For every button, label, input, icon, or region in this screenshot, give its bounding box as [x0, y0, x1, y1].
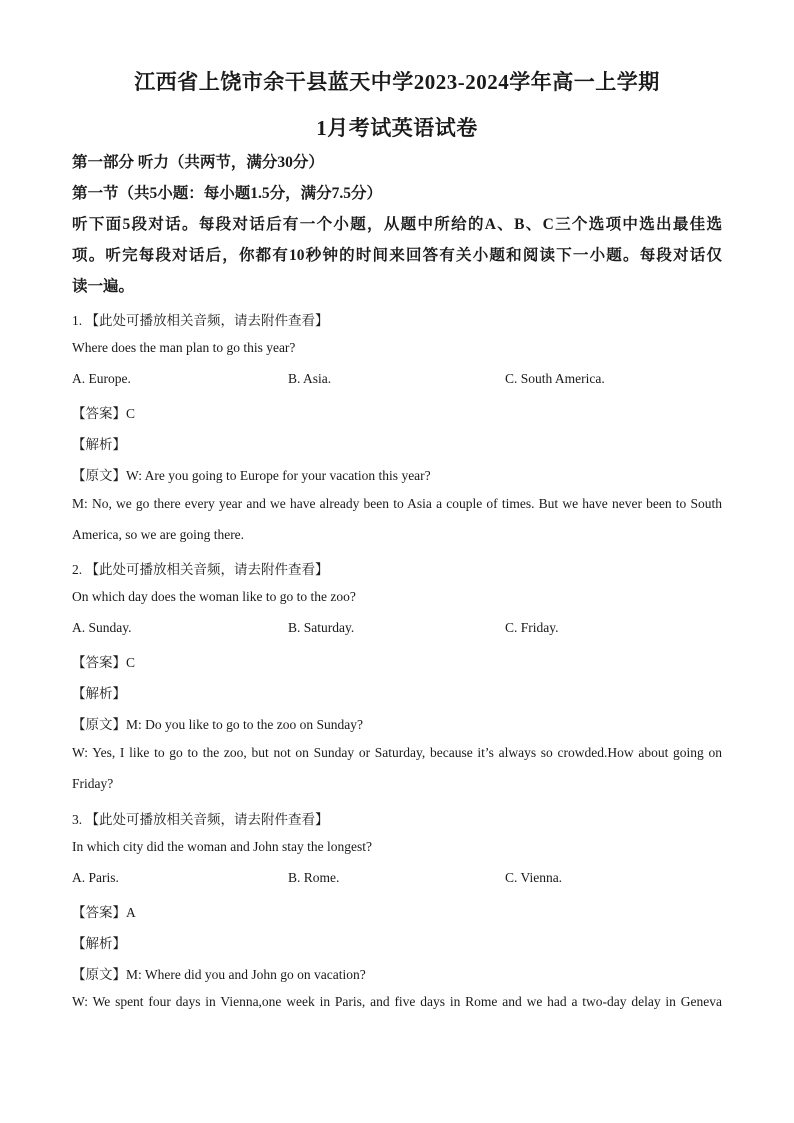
- question-2-transcript-1: 【原文】M: Do you like to go to the zoo on Sunday?: [72, 717, 363, 732]
- question-3-option-c: C. Vienna.: [505, 870, 563, 885]
- question-1-analysis: 【解析】: [72, 437, 126, 452]
- instructions-line-1: 听下面5段对话。每段对话后有一个小题，从题中所给的A、B、C三个选项中选出最佳选: [72, 216, 722, 233]
- exam-title-line2: 1月考试英语试卷: [316, 116, 478, 140]
- question-3-text: In which city did the woman and John stay the longest?: [72, 839, 372, 854]
- question-2-text: On which day does the woman like to go to the zoo?: [72, 589, 356, 604]
- part-heading: 第一部分 听力（共两节，满分30分）: [72, 154, 324, 171]
- question-1-answer: 【答案】C: [72, 406, 136, 421]
- question-2-analysis: 【解析】: [72, 686, 126, 701]
- question-1-option-c: C. South America.: [505, 371, 605, 386]
- question-2-option-c: C. Friday.: [505, 620, 559, 635]
- question-2-option-a: A. Sunday.: [72, 620, 132, 635]
- question-2-transcript-3: Friday?: [72, 776, 114, 791]
- question-3-analysis: 【解析】: [72, 936, 126, 951]
- question-3-option-a: A. Paris.: [72, 870, 119, 885]
- question-3-transcript-2: W: We spent four days in Vienna,one week in Paris, and five days in Rome and we had a two-day delay in Geneva: [72, 994, 722, 1009]
- question-2-transcript-2: W: Yes, I like to go to the zoo, but not on Sunday or Saturday, because it’s always so crowded.How about going on: [72, 745, 722, 760]
- instructions-line-2: 项。听完每段对话后，你都有10秒钟的时间来回答有关小题和阅读下一小题。每段对话仅: [72, 247, 722, 264]
- question-1-text: Where does the man plan to go this year?: [72, 340, 296, 355]
- question-3-transcript-1: 【原文】M: Where did you and John go on vacation?: [72, 967, 366, 982]
- question-3-option-b: B. Rome.: [288, 870, 340, 885]
- instructions-line-3: 读一遍。: [72, 278, 135, 295]
- question-1-transcript-1: 【原文】W: Are you going to Europe for your vacation this year?: [72, 468, 431, 483]
- question-2-answer: 【答案】C: [72, 655, 136, 670]
- question-1-option-b: B. Asia.: [288, 371, 332, 386]
- question-3-header: 3. 【此处可播放相关音频，请去附件查看】: [72, 812, 329, 827]
- exam-title-line1: 江西省上饶市余干县蓝天中学2023-2024学年高一上学期: [134, 70, 660, 94]
- question-1-header: 1. 【此处可播放相关音频，请去附件查看】: [72, 313, 329, 328]
- question-2-header: 2. 【此处可播放相关音频，请去附件查看】: [72, 562, 329, 577]
- question-1-option-a: A. Europe.: [72, 371, 131, 386]
- question-2-option-b: B. Saturday.: [288, 620, 355, 635]
- question-1-transcript-2: M: No, we go there every year and we have already been to Asia a couple of times. But we have never been to South: [72, 496, 722, 511]
- question-1-transcript-3: America, so we are going there.: [72, 527, 245, 542]
- question-3-answer: 【答案】A: [72, 905, 136, 920]
- section-heading: 第一节（共5小题：每小题1.5分，满分7.5分）: [72, 185, 383, 202]
